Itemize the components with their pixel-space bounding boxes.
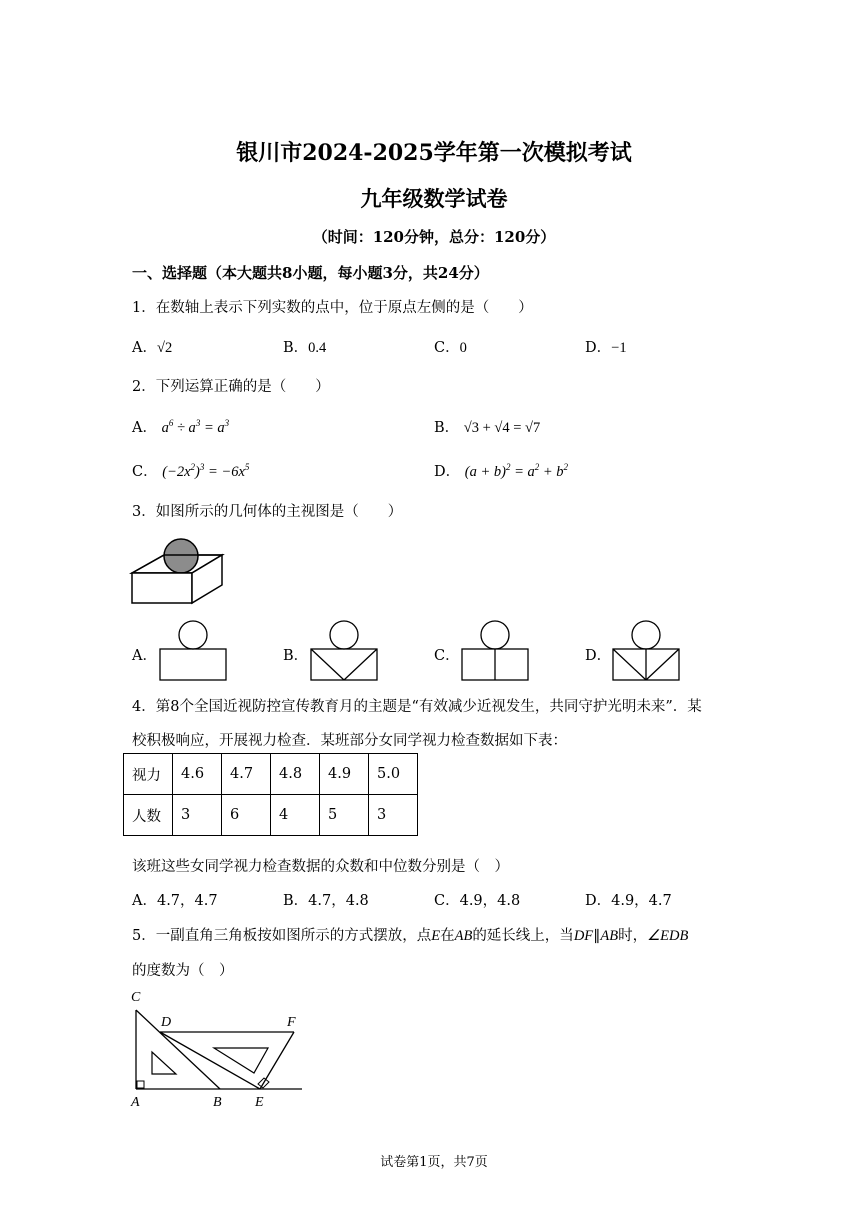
table-cell: 4: [271, 795, 320, 836]
q3-a-label: A．: [132, 648, 157, 664]
table-cell: 4.7: [222, 754, 271, 795]
exam-subtitle: 九年级数学试卷: [360, 186, 508, 211]
q5-point-e: E: [431, 928, 441, 944]
q2-c-formula: $(-2x^2)^3 = -6x^5$: [162, 462, 250, 480]
q5-parallel-symbol: ∥: [593, 928, 601, 944]
q2-option-a: [132, 416, 229, 437]
table-row: [124, 754, 418, 795]
table-row: [124, 795, 418, 836]
q1-stem: 1．在数轴上表示下列实数的点中，位于原点左侧的是（ ）: [132, 300, 533, 316]
q1-c-value: 0: [459, 340, 467, 356]
q3-option-c-figure: [460, 620, 530, 682]
fig-label-b: B: [213, 1095, 222, 1110]
q4-option-b: B．4.7，4.8: [283, 893, 369, 909]
q5-segment-ab: AB: [454, 928, 473, 944]
q3-option-b-figure: [309, 620, 379, 682]
table-cell: 6: [222, 795, 271, 836]
q3-option-d-figure: [611, 620, 681, 682]
q2-b-label: B．: [434, 420, 460, 436]
q1-option-d: [585, 336, 627, 357]
q2-b-formula: √3 + √4 = √7: [463, 420, 541, 436]
q5-segment-df: DF: [573, 928, 594, 944]
q3-d-label: D．: [585, 648, 612, 664]
q5-stem-line1: [132, 924, 688, 945]
q4-stem-line1: 4．第8个全国近视防控宣传教育月的主题是“有效减少近视发生，共同守护光明未来”．某: [132, 699, 702, 715]
q3-c-label: C．: [434, 648, 460, 664]
q3-option-a-figure: [158, 620, 228, 682]
page-footer: 试卷第1页，共7页: [380, 1155, 488, 1170]
fig-label-d: D: [161, 1015, 172, 1030]
q4-option-d: D．4.9，4.7: [585, 893, 672, 909]
q5-triangle-figure: [130, 1000, 310, 1095]
q1-b-label: B．: [283, 340, 309, 356]
q2-d-formula: $(a + b)^2 = a^2 + b^2$: [464, 462, 569, 480]
q1-d-label: D．: [585, 340, 612, 356]
table-cell: 视力: [124, 754, 173, 795]
q2-c-label: C．: [132, 464, 158, 480]
q2-stem: 2．下列运算正确的是（ ）: [132, 379, 330, 395]
exam-info: （时间：120分钟，总分：120分）: [312, 228, 556, 246]
q4-option-c: C．4.9，4.8: [434, 893, 521, 909]
q1-b-value: 0.4: [308, 340, 327, 356]
vision-table: [123, 753, 418, 836]
q2-d-label: D．: [434, 464, 461, 480]
q4-stem-line2: 校积极响应，开展视力检查．某班部分女同学视力检查数据如下表：: [132, 733, 567, 749]
q1-a-label: A．: [132, 340, 157, 356]
q1-d-value: −1: [611, 340, 627, 356]
q1-option-b: [283, 336, 326, 357]
table-cell: 3: [173, 795, 222, 836]
q5-stem-mid3: 时，: [618, 928, 648, 944]
fig-label-a: A: [131, 1095, 140, 1110]
fig-label-f: F: [287, 1015, 296, 1030]
table-cell: 4.6: [173, 754, 222, 795]
q3-b-label: B．: [283, 648, 309, 664]
q1-option-a: [132, 336, 172, 357]
section-heading: 一、选择题（本大题共8小题，每小题3分，共24分）: [132, 264, 489, 282]
q1-c-label: C．: [434, 340, 460, 356]
q5-stem-prefix: 5．一副直角三角板按如图所示的方式摆放，点: [132, 928, 432, 944]
q3-stem: 3．如图所示的几何体的主视图是（ ）: [132, 504, 403, 520]
fig-label-c: C: [131, 990, 141, 1005]
q1-option-c: [434, 336, 467, 357]
q5-segment-ab-2: AB: [600, 928, 619, 944]
table-cell: 4.8: [271, 754, 320, 795]
q4-option-a: A．4.7，4.7: [132, 893, 218, 909]
q2-a-label: A．: [132, 420, 157, 436]
q5-angle-edb: ∠EDB: [647, 928, 689, 944]
q2-a-formula: $a^6 \div a^3 = a^3$: [161, 418, 230, 436]
q2-option-b: [434, 416, 540, 437]
q2-option-c: [132, 460, 249, 481]
q5-stem-mid2: 的延长线上，当: [472, 928, 574, 944]
table-cell: 3: [369, 795, 418, 836]
table-cell: 5.0: [369, 754, 418, 795]
q4-question: 该班这些女同学视力检查数据的众数和中位数分别是（ ）: [132, 859, 509, 875]
q5-stem-mid1: 在: [440, 928, 455, 944]
q2-option-d: [434, 460, 568, 481]
q1-a-value: √2: [156, 340, 173, 356]
fig-label-e: E: [255, 1095, 264, 1110]
table-cell: 4.9: [320, 754, 369, 795]
table-cell: 人数: [124, 795, 173, 836]
q3-solid-figure: [130, 535, 225, 605]
table-cell: 5: [320, 795, 369, 836]
q5-stem-line2: 的度数为（ ）: [132, 963, 234, 979]
exam-title: 银川市2024-2025学年第一次模拟考试: [236, 140, 632, 166]
